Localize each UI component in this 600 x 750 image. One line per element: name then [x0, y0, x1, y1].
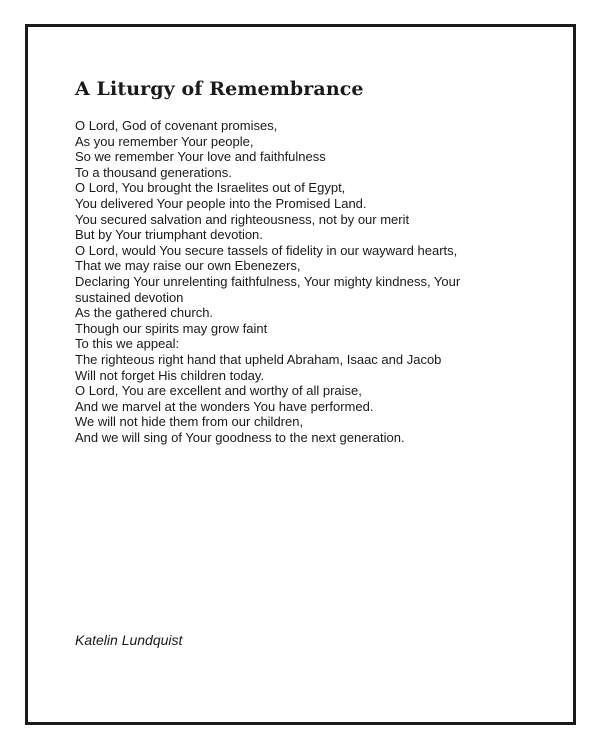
poem-line: O Lord, You are excellent and worthy of all praise, — [75, 383, 362, 399]
poem-line: O Lord, would You secure tassels of fidelity in our wayward hearts, — [75, 242, 458, 258]
poem-line: sustained devotion — [75, 289, 184, 305]
poem-line: To a thousand generations. — [75, 164, 232, 180]
poem-line: O Lord, You brought the Israelites out of Egypt, — [75, 180, 346, 196]
poem-line: Will not forget His children today. — [75, 367, 265, 383]
poem-line: As the gathered church. — [75, 305, 214, 321]
poem-line: As you remember Your people, — [75, 133, 254, 149]
poem-line: That we may raise our own Ebenezers, — [75, 258, 301, 274]
document-title: A Liturgy of Remembrance — [75, 78, 364, 100]
poem-line: And we marvel at the wonders You have performed. — [75, 398, 374, 414]
poem-line: Declaring Your unrelenting faithfulness, Your mighty kindness, Your — [75, 273, 461, 289]
poem-line: Though our spirits may grow faint — [75, 320, 268, 336]
poem-line: You delivered Your people into the Promised Land. — [75, 195, 367, 211]
poem-line: We will not hide them from our children, — [75, 414, 304, 430]
poem-line: The righteous right hand that upheld Abraham, Isaac and Jacob — [75, 351, 442, 367]
poem-line: To this we appeal: — [75, 336, 180, 352]
poem-line: And we will sing of Your goodness to the next generation. — [75, 429, 405, 445]
poem-line: O Lord, God of covenant promises, — [75, 118, 278, 133]
poem-body — [75, 118, 495, 445]
poem-line: But by Your triumphant devotion. — [75, 227, 263, 243]
author-name: Katelin Lundquist — [75, 632, 183, 648]
poem-line: You secured salvation and righteousness, not by our merit — [75, 211, 410, 227]
poem-line: So we remember Your love and faithfulness — [75, 149, 326, 165]
